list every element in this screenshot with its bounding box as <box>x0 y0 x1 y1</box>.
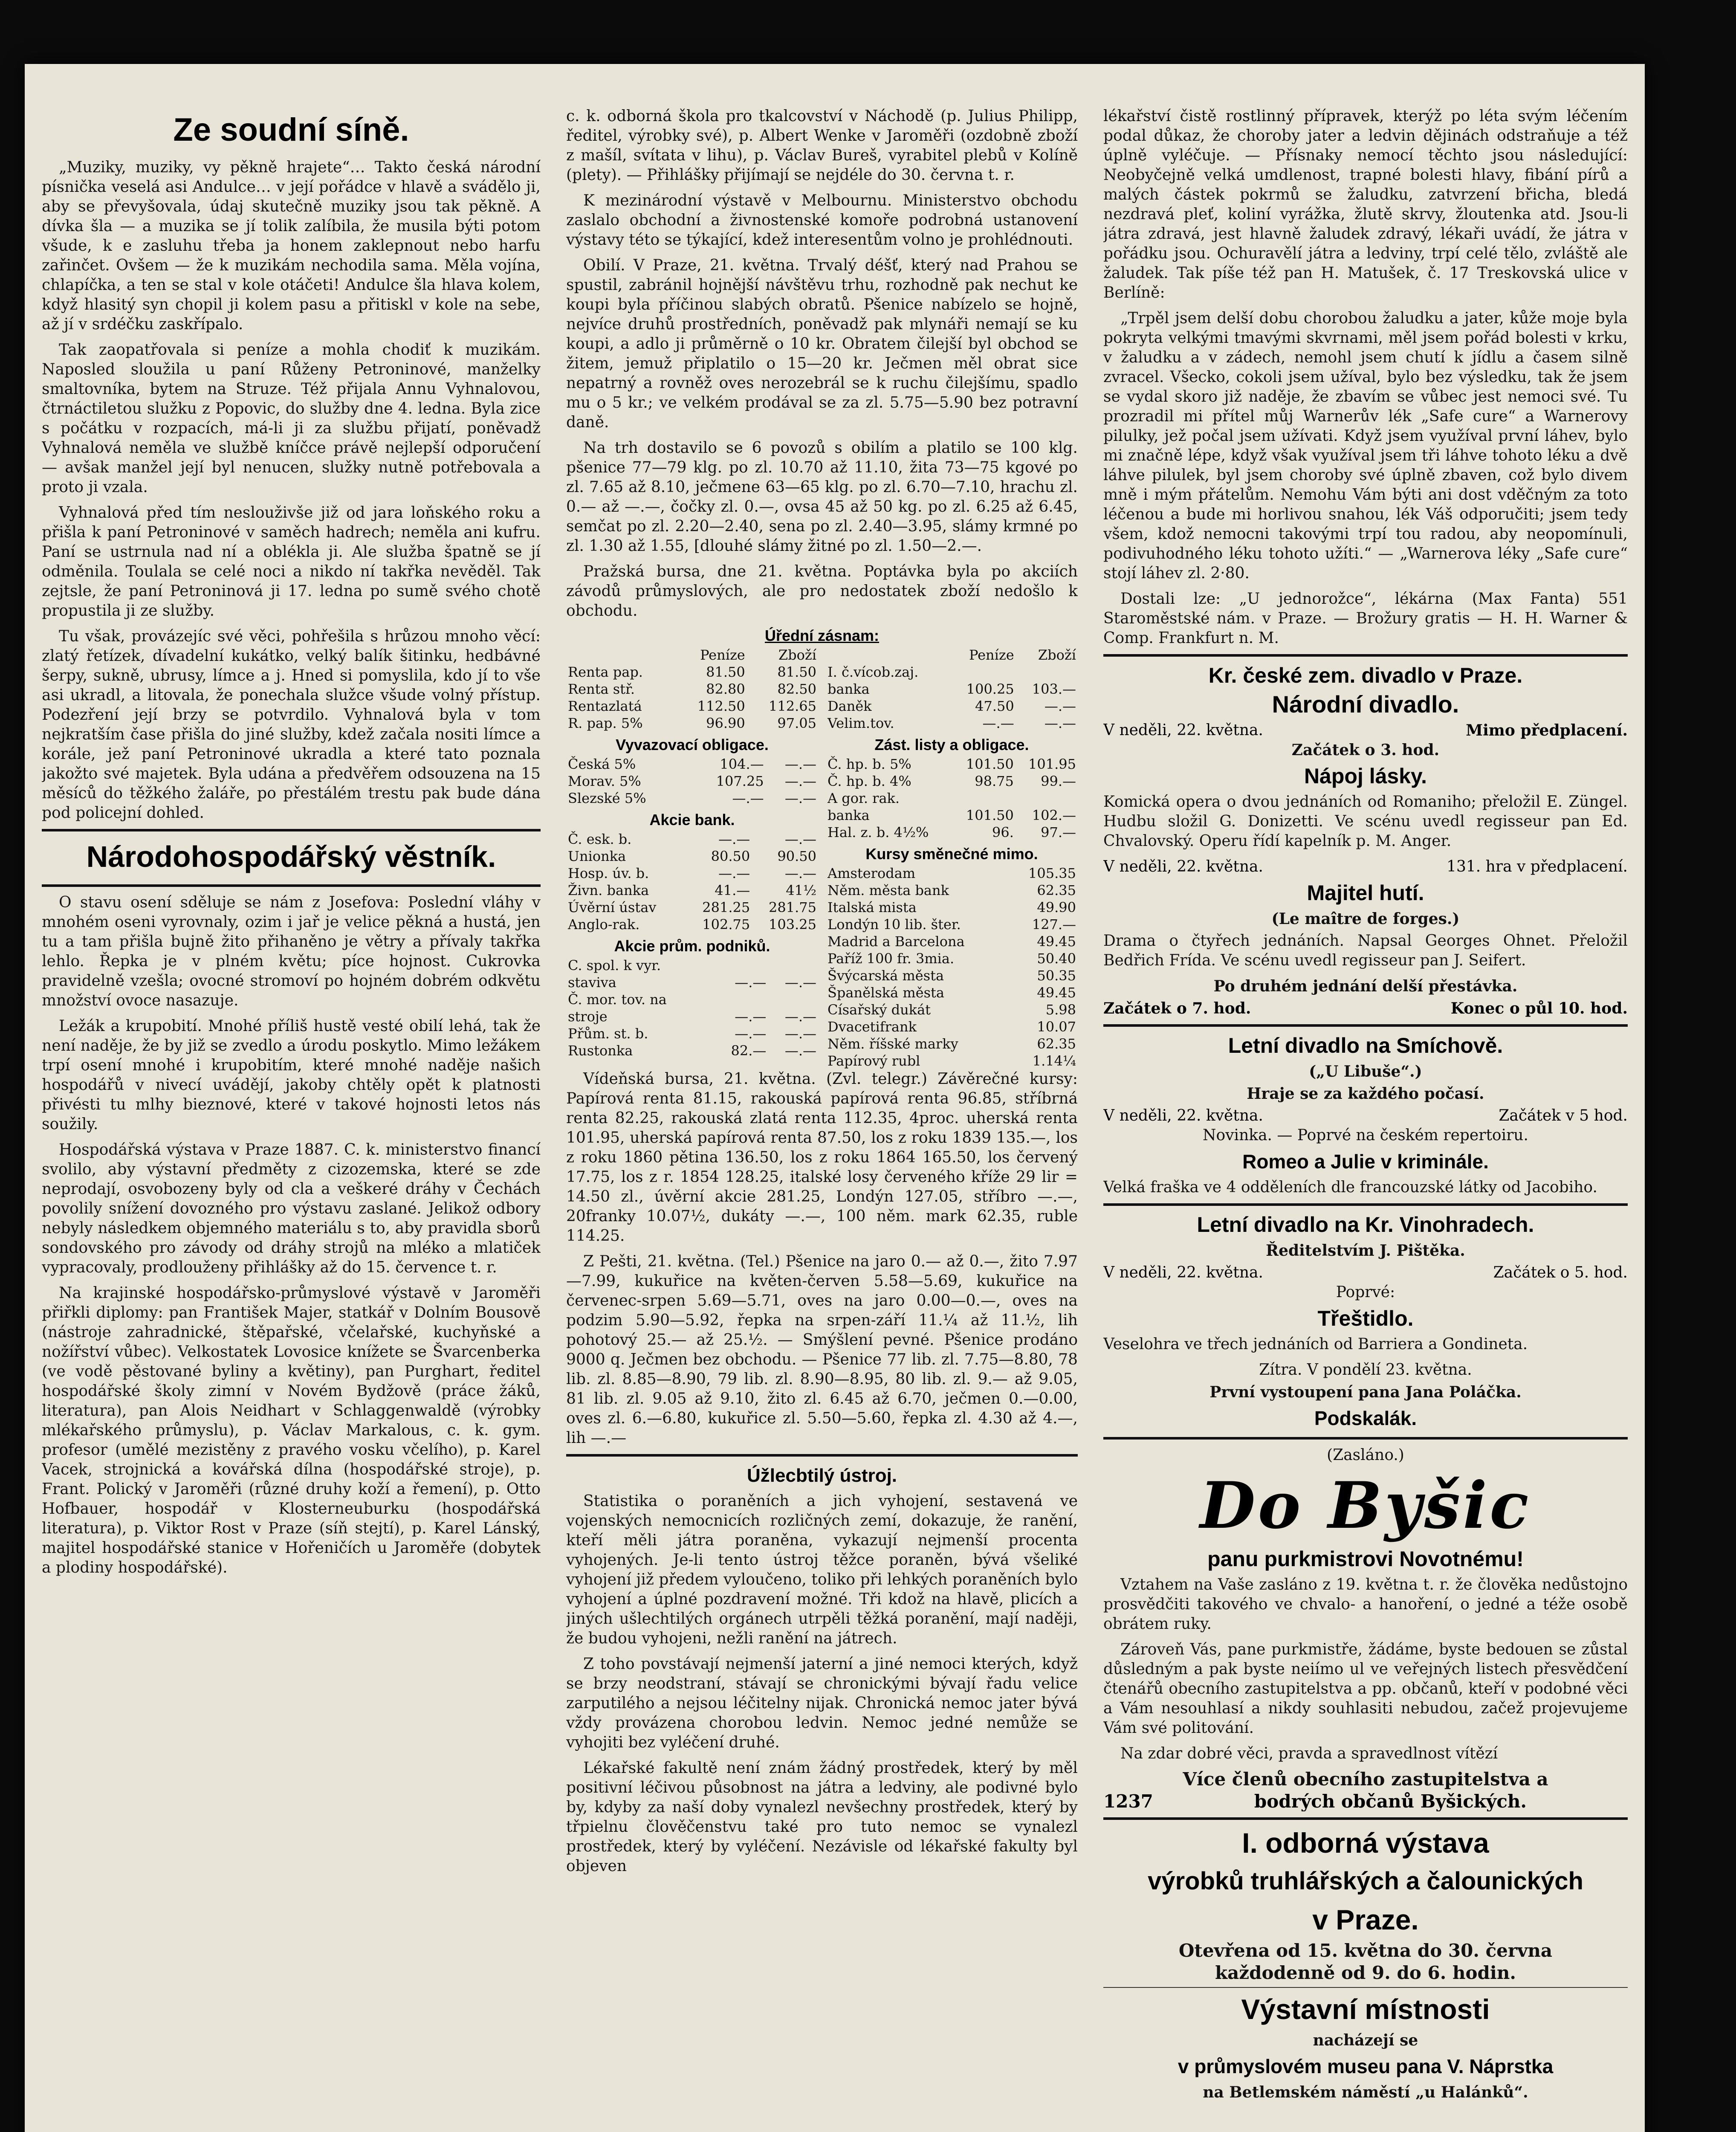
table-row: Švýcarská města 50.35 <box>827 968 1076 984</box>
byse-signature-row: 1237 bodrých občanů Byšických. <box>1103 1792 1527 1811</box>
economy-paragraph: Ležák a krupobití. Mnohé příliš hustě vesté obilí lehá, tak že není naděje, že by již se zvedlo a úrodu poskytlo. Mimo ležákem trpí osení mnohé i krupobitím, které mnohé naděje našich hospodářů v nivecí uvádějí, jakoby chtěly opět k platnosti přivésti tu mlhy bieznové, které v takové hojnosti letos nás soužily. <box>42 1017 541 1133</box>
play-description: Velká fraška ve 4 odděleních dle francouzské látky od Jacobiho. <box>1103 1179 1597 1196</box>
section-divider <box>42 829 541 831</box>
section-divider <box>42 884 541 887</box>
theatre-title: Letní divadlo na Kr. Vinohradech. <box>1197 1213 1534 1237</box>
vienna-bourse-paragraph: Vídeňská bursa, 21. května. (Zvl. telegr.) Závěrečné kursy: Papírová renta 81.15, rakouská papírová renta 96.85, stříbrná renta 82.25, rakouská zlatá renta 112.35, 4proc. uherská renta 101.95, uherská papírová renta 87.50, los z roku 1839 135.—, los z roku 1860 pětina 136.50, los z roku 1864 165.50, los červený 17.75, los z r. 1854 128.25, italské losy červeného kříže 29 lir = 14.50 zl., úvěrní akcie 281.25, Londýn 127.05, stříbro —.—, 20franky 10.07½, dukáty —.—, 100 něm. mark 62.35, ruble 114.25. <box>566 1070 1078 1245</box>
ad-paragraph: Dostali lze: „U jednorožce“, lékárna (Max Fanta) 551 Staroměstské nám. v Praze. — Brožury gratis — H. H. Warner & Comp. Frankfurt n. M. <box>1103 590 1628 647</box>
table-row: stroje —.— —.— <box>568 1008 816 1025</box>
byse-paragraph: Na zdar dobré věci, pravda a spravedlnost vítězí <box>1120 1745 1498 1762</box>
theatre-note: První vystoupení pana Jana Poláčka. <box>1209 1383 1522 1401</box>
pest-paragraph: Z Pešti, 21. května. (Tel.) Pšenice na jaro 0.— až 0.—, žito 7.97—7.99, kukuřice na květen-červen 5.58—5.69, kukuřice na červenec-srpen 5.69—5.71, oves na jaro 0.00—0.—, oves na podzim 5.90—5.92, řepka na srpen-září 11.¼ až 11.½, lih pohotový 25.— až 25.½. — Smýšlení pevné. Pšenice prodáno 9000 q. Ječmen bez obchodu. — Pšenice 77 lib. zl. 7.75—8.80, 78 lib. zl. 8.85—8.90, 79 lib. zl. 8.90—8.95, 80 lib. zl. 9.— až 9.05, 81 lib. zl. 9.05 až 9.10, žito zl. 6.45 až 6.70, ječmen 0.—0.00, oves zl. 6.—6.80, kukuřice zl. 5.50—5.60, řepka zl. 4.30 až 4.—, lih —.— <box>566 1253 1078 1447</box>
theatre-subtitle: Národní divadlo. <box>1272 691 1459 718</box>
column-3 <box>1103 107 1628 2132</box>
kursy-table <box>826 865 1078 1069</box>
theatre-date-row: V neděli, 22. května. Začátek v 5 hod. <box>1103 1107 1628 1124</box>
bourse-tables <box>566 646 1078 1069</box>
bourse-table-left <box>566 646 818 732</box>
play-description: Drama o čtyřech jednáních. Napsal Georges Ohnet. Přeložil Bedřich Frída. Ve scénu uvedl regisseur pan J. Seifert. <box>1103 932 1628 969</box>
play-title: Majitel hutí. <box>1307 881 1424 905</box>
expo-located: nacházejí se <box>1313 2031 1418 2049</box>
table-row: Dvacetifrank 10.07 <box>827 1019 1076 1035</box>
ad-paragraph: lékařství čistě rostlinný přípravek, kterýž po léta svým léčením podal důkaz, že choroby jater a ledvin dějinách odstraňuje a též úplně vyléčuje. — Přísnaky nemocí těchto jsou následující: Neobyčejně velká umdlenost, trapné bolesti hlavy, fibání pírů a malých částek pokrmů se žaludku, zatvrzení břicha, bledá nezdravá pleť, koliní vyrážka, žlutě skrvy, žloutenka atd. Jsou-li játra zdravá, jest hlavně žaludek zdravý, lékaři uvádí, že játra v pořádku jsou. Ochuravělí játra a ledviny, trpí celé tělo, zvláště ale žaludek. Tak píše též pan H. Matušek, č. 17 Treskovská ulice v Berlíně: <box>1103 107 1628 301</box>
table-row: Hal. z. b. 4½% 96. 97.— <box>827 824 1076 840</box>
play-title: Podskalák. <box>1314 1407 1417 1429</box>
table-row: Č. mor. tov. na <box>568 991 667 1008</box>
economy-paragraph: Hospodářská výstava v Praze 1887. C. k. ministerstvo financí svolilo, aby výstavní předměty z cizozemska, které se zde neprodají, osvobozeny byly od cla a veškeré dráhy v Čechách povolily snížení dovozného pro výstavu zaslané. Jelikož odbory nebyly následkem objemného materiálu s to, aby pravidla sborů sondovského pro závody od dráhy strojů na mléko a mlatiček vypracovaly, prodlouženy přihlášky až do 15. července t. r. <box>42 1141 541 1276</box>
table-row: Morav. 5% 107.25 —.— <box>568 773 816 789</box>
table-row: Č. hp. b. 5% 101.50 101.95 <box>827 756 1076 772</box>
expo-title: I. odborná výstava <box>1242 1827 1489 1859</box>
table-row: Slezské 5% —.— —.— <box>568 790 816 806</box>
theatre-subtitle: („U Libuše“.) <box>1309 1063 1422 1080</box>
table-row: Č. esk. b. —.— —.— <box>568 831 816 847</box>
notice-paragraph: Z toho povstávají nejmenší jaterní a jiné nemoci kterých, když se brzy neodstraní, stávají se chronickými bývají řadu velice zarputilého a nejsou léčitelny nijak. Chronická nemoc jater bývá vždy provázena chorobou ledvin. Nemoc jedné nemůže se vyhojiti bez vyléčení druhé. <box>566 1655 1078 1751</box>
play-title: Nápoj lásky. <box>1304 764 1427 788</box>
bourse-table-title: Úřední zásnam: <box>764 627 880 644</box>
akcie-title: Akcie bank. <box>649 811 735 828</box>
expo-address: na Betlemském náměstí „u Halánků“. <box>1203 2083 1528 2101</box>
table-row: Přům. st. b. —.— —.— <box>568 1025 816 1042</box>
byse-headline: Do Byšic <box>1200 1468 1531 1543</box>
court-paragraph: Vyhnalová před tím neslouživše již od jara loňského roku a přišla k paní Petroninové v saměch hadrech; neměla ani kufru. Paní se ustrnula nad ní a oblékla ji. Ale služba špatně se jí odměnila. Toulala se celé noci a nikdo ní takřka nevěděl. Tak zejtsle, že paní Petroninová ji 17. ledna po sumě svého chotě propustila ji ze služby. <box>42 504 541 620</box>
divider <box>1103 1987 1628 1988</box>
section-divider <box>566 1454 1078 1457</box>
expo-city: v Praze. <box>1312 1904 1419 1935</box>
grain-paragraph: Na trh dostavilo se 6 povozů s obilím a platilo se 100 klg. pšenice 77—79 klg. po zl. 10.70 až 11.10, žita 73—75 kgové po zl. 7.65 až 8.10, ječmene 63—65 klg. po zl. 6.70—7.10, hrachu zl. 0.— až —.—, čočky zl. 0.—, ovsa 45 až 50 kg. po zl. 6.25 až 6.45, semčat po zl. 2.20—2.40, sena po zl. 2.40—3.95, slámy krmné po zl. 1.30 až 1.55, [dlouhé slámy žitné po zl. 1.50—2.—. <box>566 439 1078 555</box>
expo-hall-title: Výstavní místnosti <box>1241 1993 1490 2025</box>
court-section-title: Ze soudní síně. <box>173 112 409 148</box>
table-row: Madrid a Barcelona 49.45 <box>827 933 1076 950</box>
obligace-title: Vyvazovací obligace. <box>616 736 769 753</box>
byse-paragraph: Vztahem na Vaše zasláno z 19. května t. r. že člověka nedůstojno prosvědčiti takového ve chvalo- a hanoření, o jedné a téže osobě obrátem ruky. <box>1103 1576 1628 1633</box>
kursy-title: Kursy směnečné mimo. <box>865 845 1038 863</box>
table-row: Česká 5% 104.— —.— <box>568 756 816 772</box>
column-1 <box>42 107 541 2132</box>
theatre-date-row: V neděli, 22. května. Začátek o 5. hod. <box>1103 1264 1628 1281</box>
table-row: Papírový rubl 1.14¼ <box>827 1053 1076 1069</box>
table-row: banka 100.25 103.— <box>827 681 1076 697</box>
expo-title: výrobků truhlářských a čalounických <box>1148 1867 1583 1895</box>
table-row: R. pap. 5% 96.90 97.05 <box>568 715 816 731</box>
prum-table <box>566 957 818 1059</box>
economy-section-title: Národohospodářský věstník. <box>86 840 496 873</box>
section-divider <box>1103 1024 1628 1027</box>
theatre-pause: Po druhém jednání delší přestávka. <box>1213 977 1518 995</box>
section-divider <box>1103 654 1628 657</box>
court-paragraph: Tak zaopatřovala si peníze a mohla chodiť k muzikám. Naposled sloužila u paní Růženy Petroninové, manželky smaltovníka, bytem na Struze. Též přijala Annu Vyhnalovou, čtrnáctiletou služku z Popovic, do služby dne 4. ledna. Byla zice s počátku v rozpacích, má-li ji za službu přijatí, poněvadž Vyhnalová neměla ve službě kníčce právě nejlepší odporučení — avšak manžel její byl nenucen, služky nutně potřebovala a proto ji vzala. <box>42 341 541 496</box>
section-divider <box>1103 1817 1628 1820</box>
column-header: Peníze <box>969 647 1014 663</box>
table-row: staviva —.— —.— <box>568 974 816 991</box>
play-title: Třeštidlo. <box>1317 1306 1414 1330</box>
table-row: Londýn 10 lib. šter. 127.— <box>827 916 1076 933</box>
ad-paragraph: „Trpěl jsem delší dobu chorobou žaludku a jater, kůže moje byla pokryta velkými tmavými skvrnami, měl jsem pořád bolesti v krku, v žaludku a v zádech, nemohl jsem chutí k jídlu a časem silně zvracel. Všecko, cokoli jsem užíval, bylo bez výsledku, tak že jsem se vydal skoro již naděje, že zbavím se vůbec jest nemoci své. Tu prozradil mi přítel můj Warnerův lék „Safe cure“ a Warnerovy pilulky, jež počal jsem užívati. Když jsem využíval první láhev, bylo mi značně lépe, když však využíval jsem tři láhve tohoto léku a dvě láhve pilulek, byl jsem choroby své úplně zbaven, což bylo divem mně i mým přátelům. Nemohu Vám býti ani dost vděčným za toto léčenou a bude mi horlivou snahou, lék Váš odporučiti; jsem tedy všem, kdož nemocni takovými trpí tou radou, aby neopomínuli, podivuhodného léku tohoto užíti.“ — „Warnerova léky „Safe cure“ stojí láhev zl. 2·80. <box>1103 310 1628 582</box>
theatre-date-row: V neděli, 22. května. Mimo předplacení. <box>1103 721 1628 739</box>
economy-paragraph: K mezinárodní výstavě v Melbournu. Ministerstvo obchodu zaslalo obchodní a živnostenské komoře podrobná ustanovení výstavy této se týkající, kdež interesentům volno je prohlédnouti. <box>566 192 1078 249</box>
notice-paragraph: Lékařské fakultě není znám žádný prostředek, který by měl positivní léčivou působnost na játra a ledviny, ale podivné bylo by, kdyby za naší doby vynalezl nevšechny prostředek, který by třpielnu člověčenstvu také pro tuto nemoc se vynalezl prostředek, který by vyléčení. Nezávisle od lékařské fakulty byl objeven <box>566 1759 1078 1875</box>
zaslano-label: (Zasláno.) <box>1327 1446 1404 1464</box>
table-row: Italská mista 49.90 <box>827 899 1076 915</box>
table-row: Hosp. úv. b. —.— —.— <box>568 865 816 881</box>
court-paragraph: Tu však, provázejíc své věci, pohřešila s hrůzou mnoho věcí: zlatý řetízek, dívadelní kukátko, velký balík šitinku, hedbávné šerpy, sukně, ubrusy, límce a j. Hned si pomyslila, kdo jí to vše asi ukradl, a litovala, že ponechala služce všude volný přístup. Podezření její brzy se potvrdilo. Vyhnalová byla v tom nejkratším čase přišla do jiné služby, kdež začala nositi límce a korále, jež paní Petroninové ukradla a které tato poznala jakožto své majetek. Byla udána a předvěřem odsouzena na 15 měsíců do těžkého žaláře, po přestálém trestu pak bude dána pod policejní dohled. <box>42 628 541 822</box>
theatre-title: Letní divadlo na Smíchově. <box>1228 1034 1503 1057</box>
section-divider <box>1103 1203 1628 1206</box>
byse-signature: Více členů obecního zastupitelstva a <box>1183 1769 1548 1790</box>
table-row: Renta pap. 81.50 81.50 <box>568 664 816 680</box>
table-row: Živn. banka 41.— 41½ <box>568 882 816 898</box>
theatre-title: Kr. české zem. divadlo v Praze. <box>1208 663 1523 687</box>
theatre-note: Novinka. — Poprvé na českém repertoiru. <box>1203 1127 1528 1144</box>
play-original-title: (Le maître de forges.) <box>1271 910 1460 928</box>
table-row: Renta stř. 82.80 82.50 <box>568 681 816 697</box>
table-row: Španělská města 49.45 <box>827 985 1076 1001</box>
zast-title: Zást. listy a obligace. <box>874 736 1029 753</box>
column-2 <box>566 107 1078 2132</box>
table-row: Něm. říšské marky 62.35 <box>827 1036 1076 1052</box>
play-description: Komická opera o dvou jednáních od Romaniho; přeložil E. Züngel. Hudbu složil G. Donizetti. Ve scénu uvedl regisseur pan Ed. Chvalovský. Operu řídí kapelník p. M. Anger. <box>1103 793 1628 850</box>
table-row: Unionka 80.50 90.50 <box>568 848 816 864</box>
play-description: Veselohra ve třech jednáních od Barriera a Gondineta. <box>1103 1335 1528 1353</box>
theatre-time-row: Začátek o 7. hod. Konec o půl 10. hod. <box>1103 999 1628 1017</box>
section-divider <box>1103 1437 1628 1440</box>
economy-paragraph: Na krajinské hospodářsko-průmyslové výstavě v Jaroměři přiřkli diplomy: pan František Majer, statkář v Dolním Bousově (nástroje zahradnické, štěpařské, včelařské, kuchyňské a nožířství vůbec). Velkostatek Lovosice knížete se Švarcenberka (ve vodě pěstované byliny a květiny), pan Purghart, ředitel hospodářské školy zimní v Novém Bydžově (práce žáků, literatura), pan Alois Neidhart v Schlaggenwaldě (výrobky mlékařského průmyslu), p. Václav Markalous, c. k. gym. profesor (umělé mezistěny z pravého vosku včelího), p. Karel Vacek, strojnická a kovářská dílna (hospodářské stroje), p. Frant. Polický v Jaroměři (různé druhy koží a řemení), p. Otto Hofbauer, hospodář v Klosterneuburku (hospodářská literatura), p. Viktor Rost v Praze (síň stejtí), p. Karel Lánský, majitel hospodářské stanice v Hořeničích u Jaroměře (dobytek a plodiny hospodářské). <box>42 1284 541 1576</box>
table-row: Velim.tov. —.— —.— <box>827 715 1076 731</box>
akcie-table <box>566 831 818 933</box>
notice-paragraph: Statistika o poraněních a jich vyhojení, sestavená ve vojenských nemocnicích rozličných zemí, dokazuje, že ranění, kteří měli játra poraněna, vykazují nejmenší procenta vyhojených. Je-li tento ústroj těžce poraněn, bývá všeliké vyhojení již předem vyloučeno, toliko při lehkých poraněních bylo vyhojení a úplné pozdravení možné. Tři kdož na hlavě, plicích a jiných ušlechtilých orgánech utrpěli těžká poranění, mají naději, že budou vyhojeni, nežli ranění na játrech. <box>566 1492 1078 1647</box>
economy-paragraph: c. k. odborná škola pro tkalcovství v Náchodě (p. Julius Philipp, ředitel, výrobky své), p. Albert Wenke v Jaroměři (ozdobně zboží z mašíl, svítata v lihu), p. Václav Bureš, vyrabitel plebů v Kolíně (plety). — Přihlášky přijímají se nejdéle do 30. června t. r. <box>566 107 1078 184</box>
theatre-note: Poprvé: <box>1336 1283 1395 1301</box>
table-row: banka 101.50 102.— <box>827 807 1076 823</box>
table-row: Anglo-rak. 102.75 103.25 <box>568 916 816 933</box>
expo-museum: v průmyslovém museu pana V. Náprstka <box>1178 2055 1554 2077</box>
theatre-note: Zítra. V pondělí 23. května. <box>1259 1361 1472 1379</box>
table-row: Č. hp. b. 4% 98.75 99.— <box>827 773 1076 789</box>
theatre-start: Začátek o 3. hod. <box>1291 741 1440 759</box>
table-row: Rentazlatá 112.50 112.65 <box>568 698 816 714</box>
newspaper-page <box>25 64 1645 2132</box>
table-row: Rustonka 82.— —.— <box>568 1043 816 1059</box>
expo-hours: každodenně od 9. do 6. hodin. <box>1215 1962 1516 1983</box>
bourse-paragraph: Pražská bursa, dne 21. května. Poptávka byla po akciích závodů průmyslových, ale pro nedostatek zboží nedošlo k obchodu. <box>566 563 1078 620</box>
table-row: I. č.vícob.zaj. <box>827 664 919 680</box>
notice-title: Úžlecbtilý ústroj. <box>746 1465 897 1486</box>
table-row: A gor. rak. <box>827 790 900 806</box>
byse-paragraph: Zároveň Vás, pane purkmistře, žádáme, byste bedouen se zůstal důsledným a pak byste neiímo ul ve veřejných listech přesvědčení čtenářů obecního zastupitelstva a pp. občanů, kteří v podobné věci a Vám nesouhlasí a nikdy souhlasiti nebudou, začež projevujeme Vám své politování. <box>1103 1641 1628 1737</box>
table-row: Něm. města bank 62.35 <box>827 882 1076 898</box>
table-row: Císařský dukát 5.98 <box>827 1002 1076 1018</box>
table-row: Úvěrní ústav 281.25 281.75 <box>568 899 816 915</box>
theatre-director: Ředitelstvím J. Pištěka. <box>1266 1242 1465 1260</box>
play-title: Romeo a Julie v kriminále. <box>1242 1150 1489 1173</box>
grain-paragraph: Obilí. V Praze, 21. května. Trvalý déšť, který nad Prahou se spustil, zabránil hojnější návštěvu trhu, rozhodně pak nechut ke koupi byla příčinou slabých obratů. Pšenice nabízelo se hojně, nejvíce druhů prostředních, poněvadž pak mlynáři nemají se ku koupi, a adlo ji průměrně o 10 kr. Obratem čilejší byl obchod se žitem, jemuž připlatilo o 15—20 kr. Ječmen měl obrat sice nepatrný a rovněž oves nerozebrál se k ruchu čilejšímu, spadlo mu o 5 kr.; ve velkém prodával se za zl. 5.75—5.90 bez potravní daně. <box>566 257 1078 431</box>
obligace-table <box>566 756 818 807</box>
table-row: Amsterodam 105.35 <box>827 865 1076 881</box>
prum-title: Akcie prům. podniků. <box>614 937 770 955</box>
court-paragraph: „Muziky, muziky, vy pěkně hrajete“… Takto česká národní písnička veselá asi Andulce… v její pořádce v hlavě a svádělo ji, aby se převyšovala, údaj skutečně muziky jsou tak pěkně. A dívka šla — a muzika se jí tolik zalíbila, že musila býti potom všude, k e zasluhu třeba ja honem zaklepnout nebo harfu zařinčet. Ovšem — že k muzikám nechodila sama. Měla vojína, chlapíčka, a ten se stal v kole otáčeti! Andulce šla hlava kolem, když hlasitý syn chopil ji kolem pasu a přitiskl v kole na sebe, až jí v srdéčku zaskřípalo. <box>42 159 541 333</box>
table-row: Daněk 47.50 —.— <box>827 698 1076 714</box>
economy-paragraph: O stavu osení sděluje se nám z Josefova: Poslední vláhy v mnohém oseni vyrovnaly, ozim i jař je velice pěkná a hustá, jen tu a tam přišla bujně žito přihaněno je větry a přívaly takřka lehlo. Řepka je v plném květu; píce hojnost. Cukrovka pravidelně vzešla; ovocné stromoví po hojném dobrém odkvětu množství ovoce nasazuje. <box>42 894 541 1009</box>
bourse-table-right <box>826 646 1078 732</box>
column-header: Peníze <box>700 647 745 663</box>
column-header: Zboží <box>1038 647 1076 663</box>
byse-subheadline: panu purkmistrovi Novotnému! <box>1207 1547 1524 1571</box>
zast-table <box>826 756 1078 841</box>
theatre-note: Hraje se za každého počasí. <box>1247 1085 1484 1103</box>
theatre-date-row: V neděli, 22. května. 131. hra v předplacení. <box>1103 858 1628 875</box>
expo-opening: Otevřena od 15. května do 30. června <box>1178 1940 1553 1961</box>
table-row: Paříž 100 fr. 3mia. 50.40 <box>827 950 1076 967</box>
table-row: C. spol. k vyr. <box>568 957 661 973</box>
ad-number: 1237 <box>1103 1792 1153 1811</box>
column-header: Zboží <box>778 647 816 663</box>
